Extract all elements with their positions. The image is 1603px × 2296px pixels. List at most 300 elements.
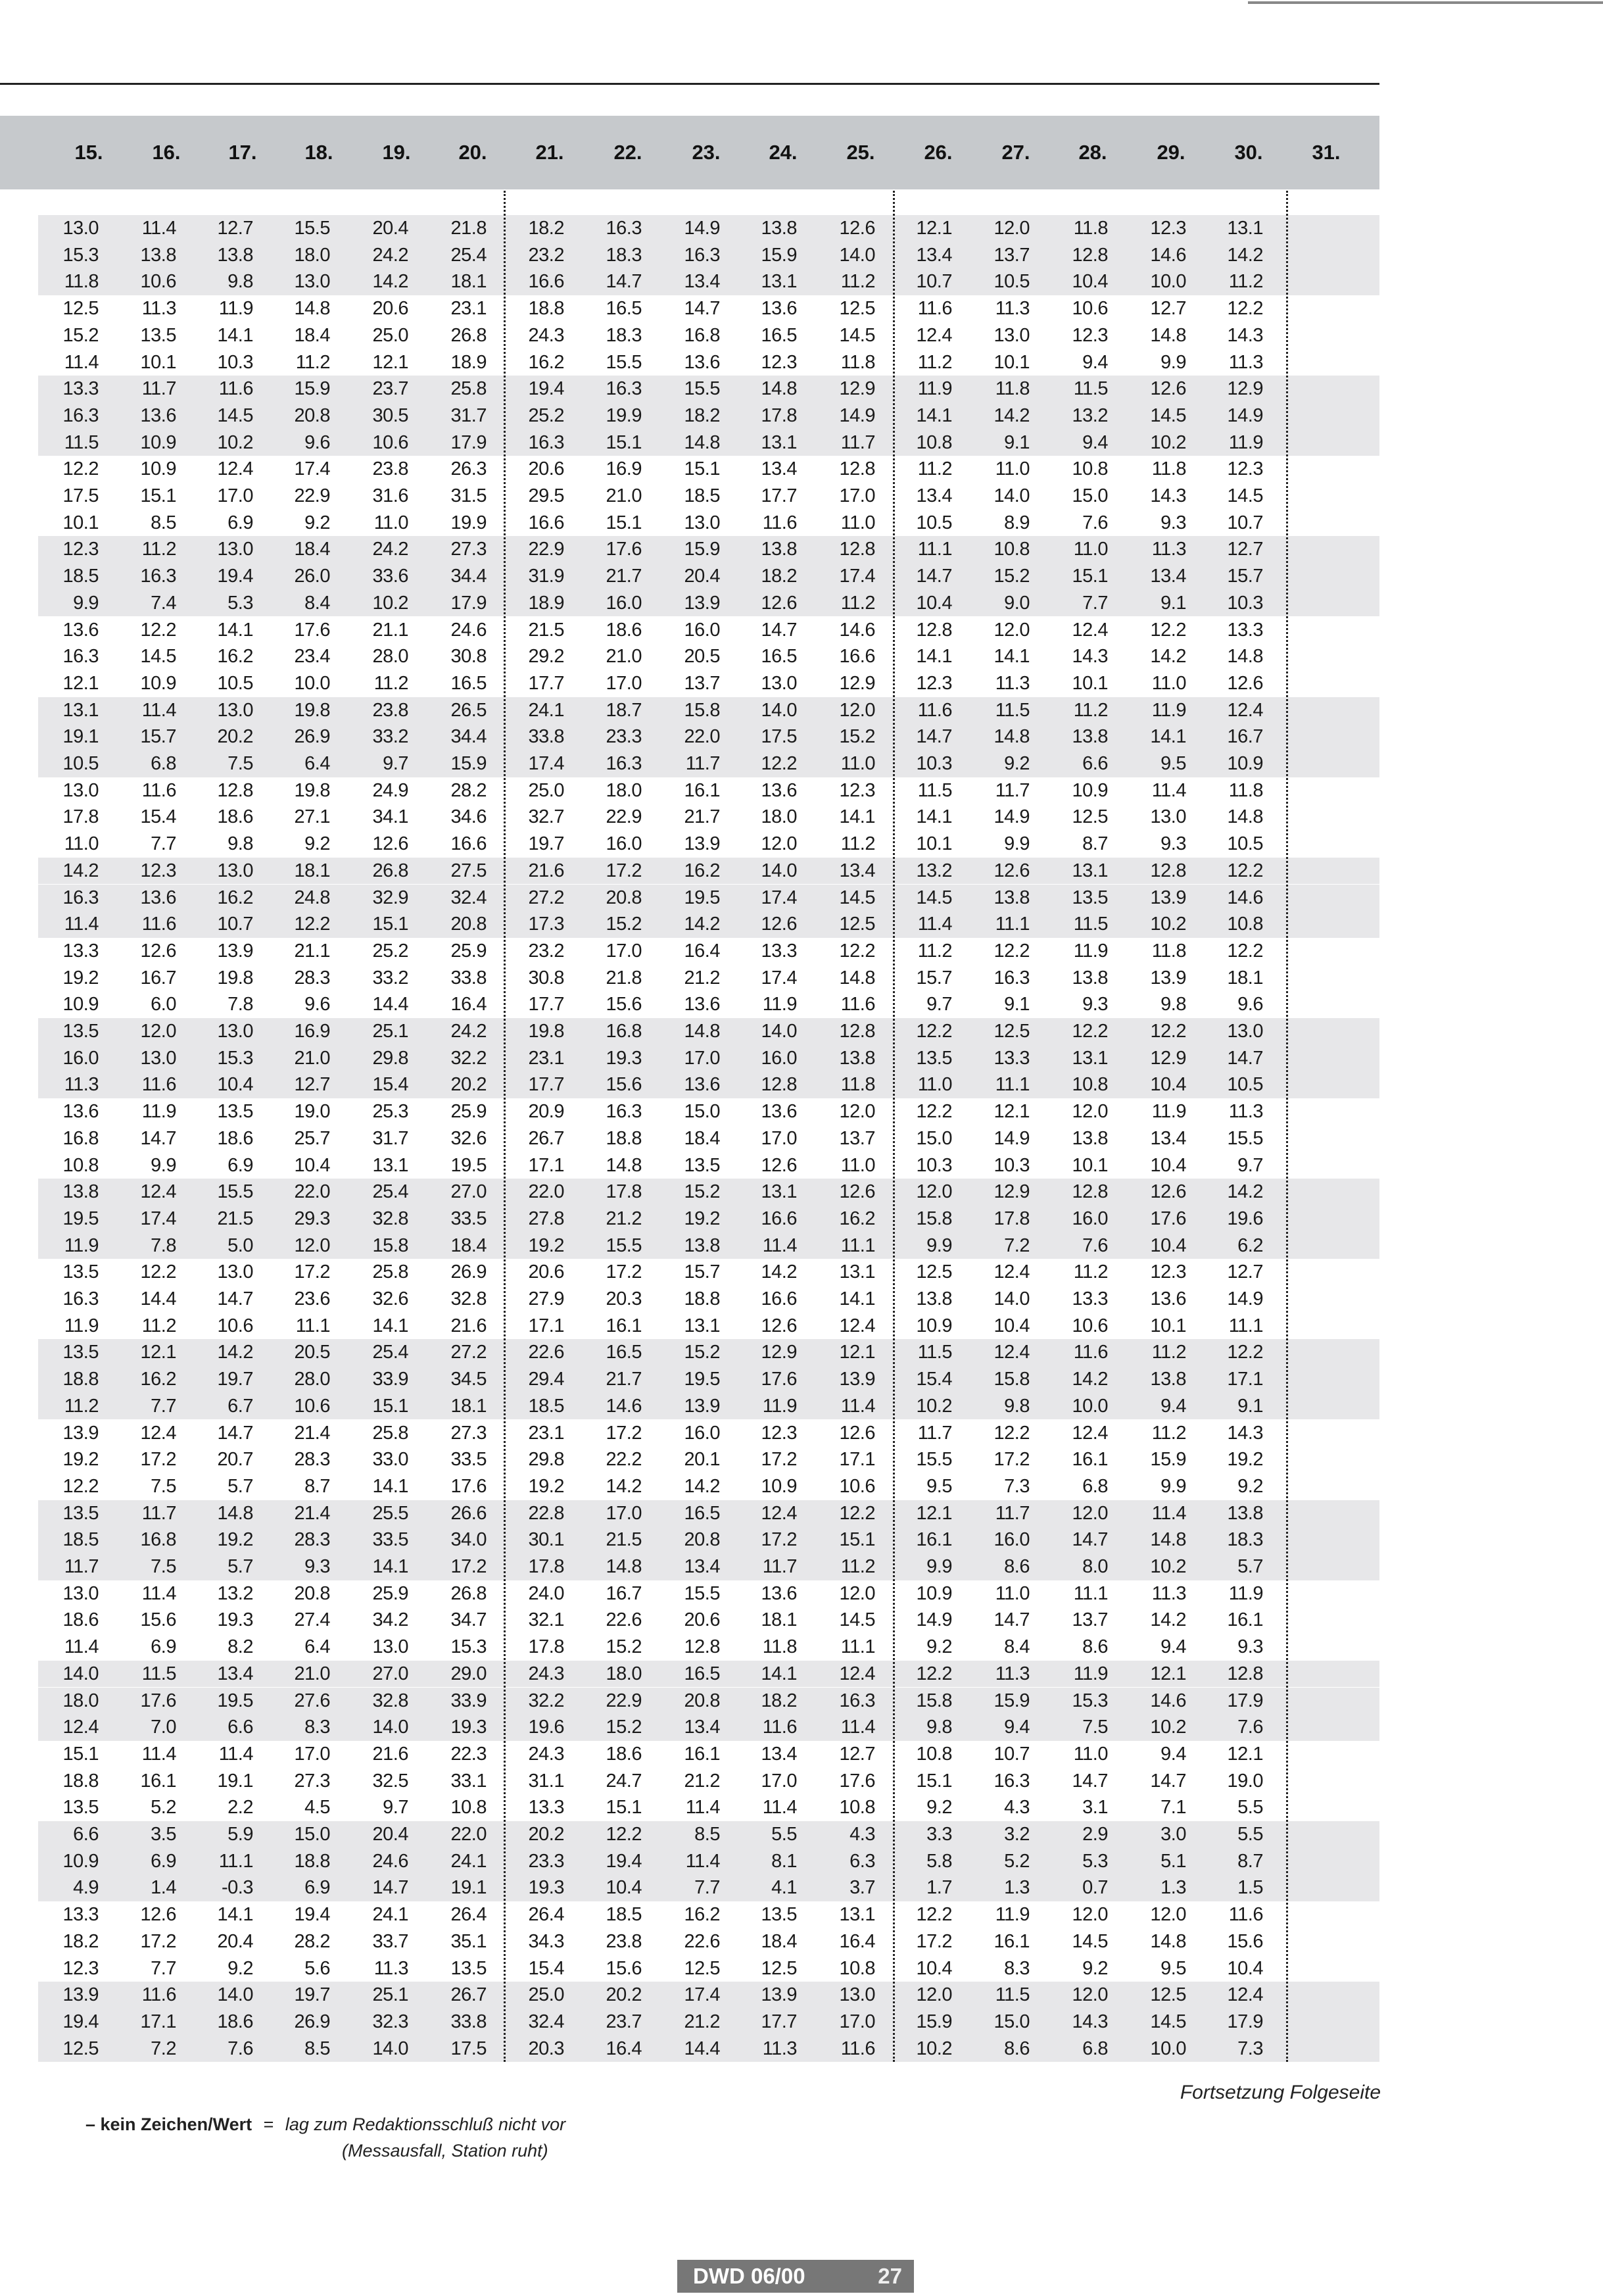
table-cell: 11.0 bbox=[917, 1074, 952, 1096]
table-cell: 11.8 bbox=[840, 351, 875, 373]
table-cell: 11.7 bbox=[840, 431, 875, 453]
table-cell: 25.7 bbox=[294, 1127, 330, 1149]
table-cell: 9.4 bbox=[1004, 1717, 1030, 1738]
table-cell: 10.7 bbox=[916, 271, 952, 293]
table-cell: 11.5 bbox=[917, 779, 952, 801]
table-cell: 12.8 bbox=[839, 458, 875, 480]
table-cell: 19.0 bbox=[294, 1101, 330, 1123]
table-cell: 14.1 bbox=[761, 1663, 797, 1684]
table-cell: 10.1 bbox=[1150, 1315, 1186, 1336]
table-cell: 15.4 bbox=[372, 1074, 408, 1096]
table-cell: 13.4 bbox=[684, 1717, 720, 1738]
table-cell: 12.0 bbox=[294, 1234, 330, 1256]
table-cell: 10.6 bbox=[839, 1475, 875, 1497]
table-cell: 14.8 bbox=[993, 726, 1030, 748]
table-cell: 13.9 bbox=[684, 833, 720, 855]
table-cell: 15.3 bbox=[450, 1636, 487, 1658]
table-cell: 21.8 bbox=[450, 218, 487, 239]
day-header-17: 17. bbox=[228, 141, 257, 164]
table-cell: 25.9 bbox=[450, 1101, 487, 1123]
table-cell: 17.0 bbox=[839, 2011, 875, 2032]
table-cell: 15.9 bbox=[993, 1690, 1030, 1711]
table-cell: 14.1 bbox=[372, 1475, 408, 1497]
table-cell: 13.4 bbox=[839, 860, 875, 881]
table-cell: 25.9 bbox=[372, 1582, 408, 1604]
table-cell: 16.6 bbox=[528, 512, 564, 533]
table-cell: 11.3 bbox=[64, 1074, 99, 1096]
table-cell: 22.9 bbox=[606, 806, 642, 828]
table-cell: 15.5 bbox=[684, 1582, 720, 1604]
table-cell: 11.7 bbox=[141, 378, 176, 400]
table-cell: 19.2 bbox=[1227, 1449, 1263, 1471]
table-cell: 10.3 bbox=[993, 1154, 1030, 1176]
table-cell: 33.0 bbox=[372, 1449, 408, 1471]
table-cell: 14.4 bbox=[140, 1288, 176, 1309]
table-cell: 11.9 bbox=[995, 1904, 1030, 1926]
table-row bbox=[38, 2036, 1379, 2063]
table-cell: 5.5 bbox=[771, 1824, 797, 1845]
table-cell: 12.2 bbox=[916, 1663, 952, 1684]
table-cell: 12.6 bbox=[993, 860, 1030, 881]
table-cell: 15.0 bbox=[993, 2011, 1030, 2032]
table-cell: 10.8 bbox=[1227, 914, 1263, 935]
table-cell: 21.0 bbox=[606, 646, 642, 668]
table-cell: 13.9 bbox=[761, 1984, 797, 2006]
table-row bbox=[38, 2009, 1379, 2036]
table-cell: 15.9 bbox=[916, 2011, 952, 2032]
table-row bbox=[38, 1848, 1379, 1875]
table-cell: 11.8 bbox=[1151, 458, 1186, 480]
table-cell: 28.0 bbox=[372, 646, 408, 668]
table-row bbox=[38, 215, 1379, 242]
table-cell: 11.2 bbox=[1228, 271, 1263, 293]
table-row bbox=[38, 429, 1379, 456]
table-cell: 10.8 bbox=[1072, 458, 1108, 480]
table-cell: 10.4 bbox=[1150, 1074, 1186, 1096]
table-cell: 18.2 bbox=[528, 218, 564, 239]
table-cell: 19.5 bbox=[217, 1690, 253, 1711]
table-cell: 16.6 bbox=[528, 271, 564, 293]
table-cell: 10.2 bbox=[1150, 1717, 1186, 1738]
table-cell: 11.8 bbox=[64, 271, 99, 293]
table-cell: 9.2 bbox=[1237, 1475, 1263, 1497]
table-cell: 10.3 bbox=[916, 1154, 952, 1176]
table-cell: 6.8 bbox=[151, 753, 176, 774]
table-cell: 9.4 bbox=[1160, 1395, 1186, 1417]
table-cell: 24.8 bbox=[294, 887, 330, 908]
table-cell: 14.8 bbox=[606, 1154, 642, 1176]
table-cell: 17.0 bbox=[761, 1127, 797, 1149]
table-cell: 11.0 bbox=[995, 1582, 1030, 1604]
table-cell: 7.2 bbox=[151, 2038, 176, 2059]
table-cell: 20.8 bbox=[294, 1582, 330, 1604]
table-cell: 18.0 bbox=[606, 1663, 642, 1684]
table-cell: 21.5 bbox=[606, 1529, 642, 1551]
table-cell: 7.6 bbox=[227, 2038, 253, 2059]
table-cell: 34.6 bbox=[450, 806, 487, 828]
table-cell: 8.5 bbox=[304, 2038, 330, 2059]
table-cell: 31.1 bbox=[528, 1770, 564, 1792]
table-cell: 14.2 bbox=[1150, 1609, 1186, 1631]
table-cell: 10.1 bbox=[1072, 1154, 1108, 1176]
table-cell: 17.7 bbox=[761, 2011, 797, 2032]
table-cell: 18.0 bbox=[294, 244, 330, 266]
table-cell: 10.4 bbox=[1150, 1234, 1186, 1256]
table-cell: 11.1 bbox=[1073, 1582, 1108, 1604]
table-cell: 9.3 bbox=[1160, 512, 1186, 533]
table-cell: 1.7 bbox=[926, 1877, 952, 1899]
table-cell: 9.6 bbox=[1237, 994, 1263, 1015]
table-cell: 11.7 bbox=[995, 779, 1030, 801]
table-cell: 11.0 bbox=[1151, 672, 1186, 694]
table-cell: 11.8 bbox=[762, 1636, 797, 1658]
table-cell: 13.9 bbox=[1150, 967, 1186, 989]
table-cell: 20.5 bbox=[684, 646, 720, 668]
table-cell: 13.6 bbox=[761, 1582, 797, 1604]
table-cell: 11.2 bbox=[1073, 1261, 1108, 1283]
table-cell: 15.4 bbox=[140, 806, 176, 828]
table-cell: 11.6 bbox=[1228, 1904, 1263, 1926]
day-header-22: 22. bbox=[613, 141, 642, 164]
table-cell: 33.7 bbox=[372, 1930, 408, 1952]
table-cell: 11.9 bbox=[1073, 1663, 1108, 1684]
table-cell: 23.8 bbox=[372, 699, 408, 721]
table-cell: 14.2 bbox=[1227, 244, 1263, 266]
table-cell: 17.4 bbox=[761, 967, 797, 989]
table-cell: 12.8 bbox=[1227, 1663, 1263, 1684]
table-cell: 10.2 bbox=[916, 2038, 952, 2059]
table-cell: 13.6 bbox=[62, 619, 99, 641]
table-cell: 14.5 bbox=[1150, 404, 1186, 426]
table-cell: 11.6 bbox=[840, 2038, 875, 2059]
table-row bbox=[38, 965, 1379, 992]
table-cell: 13.0 bbox=[62, 779, 99, 801]
table-cell: 7.2 bbox=[1004, 1234, 1030, 1256]
table-cell: 2.9 bbox=[1082, 1824, 1108, 1845]
table-cell: 15.1 bbox=[839, 1529, 875, 1551]
table-cell: 13.6 bbox=[761, 298, 797, 320]
table-cell: 8.5 bbox=[694, 1824, 720, 1845]
table-cell: 16.8 bbox=[606, 1021, 642, 1042]
table-cell: 12.8 bbox=[839, 1021, 875, 1042]
table-cell: 14.5 bbox=[916, 887, 952, 908]
table-cell: 24.9 bbox=[372, 779, 408, 801]
table-cell: 9.7 bbox=[1237, 1154, 1263, 1176]
table-cell: 17.2 bbox=[761, 1529, 797, 1551]
table-cell: 11.3 bbox=[995, 298, 1030, 320]
table-cell: 16.0 bbox=[993, 1529, 1030, 1551]
table-cell: 10.5 bbox=[916, 512, 952, 533]
table-row bbox=[38, 1313, 1379, 1340]
table-cell: 14.7 bbox=[993, 1609, 1030, 1631]
table-cell: 9.4 bbox=[1082, 351, 1108, 373]
table-cell: 14.1 bbox=[217, 324, 253, 346]
table-cell: 25.1 bbox=[372, 1021, 408, 1042]
table-cell: 19.1 bbox=[62, 726, 99, 748]
table-cell: 7.6 bbox=[1082, 512, 1108, 533]
table-cell: 33.8 bbox=[528, 726, 564, 748]
table-cell: 18.1 bbox=[761, 1609, 797, 1631]
table-cell: 9.8 bbox=[1160, 994, 1186, 1015]
table-cell: 14.7 bbox=[916, 726, 952, 748]
table-cell: 16.3 bbox=[993, 967, 1030, 989]
table-cell: 12.7 bbox=[1150, 298, 1186, 320]
table-cell: 20.8 bbox=[606, 887, 642, 908]
table-cell: 15.2 bbox=[62, 324, 99, 346]
table-cell: 9.9 bbox=[926, 1234, 952, 1256]
table-row bbox=[38, 1688, 1379, 1715]
table-cell: 11.0 bbox=[1073, 539, 1108, 560]
table-row bbox=[38, 1821, 1379, 1848]
table-cell: 14.7 bbox=[217, 1422, 253, 1444]
table-cell: 12.4 bbox=[62, 1717, 99, 1738]
table-cell: 14.0 bbox=[761, 1021, 797, 1042]
table-cell: 33.9 bbox=[372, 1369, 408, 1390]
table-cell: 14.0 bbox=[993, 1288, 1030, 1309]
table-cell: 12.2 bbox=[761, 753, 797, 774]
table-row bbox=[38, 1661, 1379, 1688]
table-cell: 34.5 bbox=[450, 1369, 487, 1390]
table-cell: 13.0 bbox=[62, 218, 99, 239]
table-cell: 17.8 bbox=[62, 806, 99, 828]
table-cell: 18.6 bbox=[217, 1127, 253, 1149]
table-cell: 18.8 bbox=[606, 1127, 642, 1149]
table-cell: 19.2 bbox=[62, 1449, 99, 1471]
table-cell: 15.0 bbox=[916, 1127, 952, 1149]
table-cell: 25.8 bbox=[372, 1422, 408, 1444]
table-cell: 10.2 bbox=[916, 1395, 952, 1417]
table-cell: 9.6 bbox=[304, 994, 330, 1015]
table-cell: 17.9 bbox=[450, 592, 487, 614]
table-cell: 11.2 bbox=[141, 539, 176, 560]
table-cell: 16.4 bbox=[684, 940, 720, 962]
table-cell: 24.2 bbox=[372, 244, 408, 266]
table-cell: 25.2 bbox=[528, 404, 564, 426]
table-cell: 11.8 bbox=[1228, 779, 1263, 801]
table-cell: 14.2 bbox=[1072, 1369, 1108, 1390]
table-cell: 10.7 bbox=[217, 914, 253, 935]
table-row bbox=[38, 938, 1379, 965]
table-cell: 32.5 bbox=[372, 1770, 408, 1792]
table-cell: 19.3 bbox=[450, 1717, 487, 1738]
table-cell: 14.0 bbox=[217, 1984, 253, 2006]
table-cell: 14.8 bbox=[1150, 1529, 1186, 1551]
table-cell: 14.2 bbox=[684, 1475, 720, 1497]
table-cell: 12.6 bbox=[839, 218, 875, 239]
table-cell: 18.1 bbox=[450, 271, 487, 293]
table-cell: 18.5 bbox=[684, 485, 720, 506]
table-cell: 31.7 bbox=[450, 404, 487, 426]
table-cell: 17.0 bbox=[606, 940, 642, 962]
table-cell: 13.6 bbox=[1150, 1288, 1186, 1309]
table-cell: 16.1 bbox=[1227, 1609, 1263, 1631]
table-cell: 12.5 bbox=[916, 1261, 952, 1283]
table-cell: 17.8 bbox=[606, 1181, 642, 1203]
table-cell: 12.2 bbox=[294, 914, 330, 935]
table-cell: 12.4 bbox=[140, 1181, 176, 1203]
table-cell: 12.2 bbox=[1150, 1021, 1186, 1042]
table-cell: 17.0 bbox=[761, 1770, 797, 1792]
table-cell: 11.9 bbox=[1073, 940, 1108, 962]
table-cell: 25.0 bbox=[528, 1984, 564, 2006]
table-cell: 12.4 bbox=[1227, 1984, 1263, 2006]
table-cell: 13.8 bbox=[1072, 967, 1108, 989]
table-cell: 14.8 bbox=[684, 431, 720, 453]
table-cell: 20.1 bbox=[684, 1449, 720, 1471]
day-header-band bbox=[0, 116, 1379, 189]
table-cell: 9.0 bbox=[1004, 592, 1030, 614]
table-cell: 14.5 bbox=[839, 887, 875, 908]
table-cell: 15.9 bbox=[294, 378, 330, 400]
table-cell: 8.4 bbox=[304, 592, 330, 614]
table-cell: 27.2 bbox=[450, 1342, 487, 1363]
day-header-23: 23. bbox=[692, 141, 721, 164]
table-cell: 12.2 bbox=[839, 1502, 875, 1524]
table-cell: 27.4 bbox=[294, 1609, 330, 1631]
table-cell: 10.8 bbox=[839, 1797, 875, 1819]
table-cell: 15.8 bbox=[372, 1234, 408, 1256]
table-cell: 12.1 bbox=[372, 351, 408, 373]
table-cell: 12.8 bbox=[1072, 1181, 1108, 1203]
table-cell: 18.5 bbox=[62, 566, 99, 587]
table-cell: 27.0 bbox=[450, 1181, 487, 1203]
table-cell: 12.0 bbox=[839, 1101, 875, 1123]
table-cell: 18.4 bbox=[761, 1930, 797, 1952]
table-cell: 16.3 bbox=[62, 404, 99, 426]
table-row bbox=[38, 1794, 1379, 1821]
table-cell: 19.8 bbox=[528, 1021, 564, 1042]
table-cell: 14.2 bbox=[1227, 1181, 1263, 1203]
table-cell: 8.7 bbox=[1082, 833, 1108, 855]
table-cell: 11.5 bbox=[995, 1984, 1030, 2006]
table-cell: 16.2 bbox=[140, 1369, 176, 1390]
table-cell: 11.4 bbox=[64, 914, 99, 935]
table-cell: 12.0 bbox=[1072, 1101, 1108, 1123]
table-cell: 10.7 bbox=[993, 1743, 1030, 1765]
table-cell: 16.4 bbox=[450, 994, 487, 1015]
table-cell: 12.3 bbox=[1072, 324, 1108, 346]
table-cell: 34.4 bbox=[450, 566, 487, 587]
table-cell: 13.5 bbox=[1072, 887, 1108, 908]
table-cell: 11.9 bbox=[1151, 1101, 1186, 1123]
table-cell: 13.8 bbox=[1227, 1502, 1263, 1524]
table-cell: 10.5 bbox=[1227, 833, 1263, 855]
table-cell: 13.9 bbox=[839, 1369, 875, 1390]
table-cell: 17.2 bbox=[140, 1449, 176, 1471]
table-cell: 11.9 bbox=[1151, 699, 1186, 721]
table-cell: 27.3 bbox=[294, 1770, 330, 1792]
table-row bbox=[38, 563, 1379, 590]
table-cell: 13.9 bbox=[684, 592, 720, 614]
table-cell: 18.3 bbox=[1227, 1529, 1263, 1551]
table-cell: 15.5 bbox=[1227, 1127, 1263, 1149]
table-cell: 19.0 bbox=[1227, 1770, 1263, 1792]
table-cell: 26.9 bbox=[450, 1261, 487, 1283]
table-cell: 10.2 bbox=[372, 592, 408, 614]
table-cell: 23.3 bbox=[606, 726, 642, 748]
table-cell: 12.0 bbox=[916, 1984, 952, 2006]
table-cell: 7.1 bbox=[1160, 1797, 1186, 1819]
table-cell: 11.4 bbox=[917, 914, 952, 935]
table-cell: 17.4 bbox=[684, 1984, 720, 2006]
table-cell: 15.1 bbox=[916, 1770, 952, 1792]
table-cell: 10.8 bbox=[450, 1797, 487, 1819]
table-cell: 11.0 bbox=[1073, 1743, 1108, 1765]
table-cell: 12.4 bbox=[839, 1315, 875, 1336]
table-cell: 19.3 bbox=[217, 1609, 253, 1631]
table-cell: 11.2 bbox=[1151, 1342, 1186, 1363]
table-cell: 28.3 bbox=[294, 1449, 330, 1471]
table-cell: 33.5 bbox=[372, 1529, 408, 1551]
table-cell: 10.6 bbox=[294, 1395, 330, 1417]
table-row bbox=[38, 1420, 1379, 1447]
table-cell: 10.5 bbox=[1227, 1074, 1263, 1096]
day-header-21: 21. bbox=[535, 141, 564, 164]
table-cell: 12.0 bbox=[1072, 1502, 1108, 1524]
table-cell: 14.1 bbox=[1150, 726, 1186, 748]
table-cell: 9.9 bbox=[1160, 1475, 1186, 1497]
table-cell: 10.3 bbox=[916, 753, 952, 774]
table-cell: 20.2 bbox=[528, 1824, 564, 1845]
table-cell: 22.6 bbox=[606, 1609, 642, 1631]
table-row bbox=[38, 697, 1379, 724]
table-cell: 13.1 bbox=[1072, 1047, 1108, 1069]
table-cell: 19.8 bbox=[294, 699, 330, 721]
table-cell: 26.0 bbox=[294, 566, 330, 587]
footer-badge bbox=[677, 2260, 914, 2293]
day-header-31: 31. bbox=[1312, 141, 1341, 164]
table-cell: 22.8 bbox=[528, 1502, 564, 1524]
table-cell: 13.1 bbox=[62, 699, 99, 721]
table-cell: 10.5 bbox=[993, 271, 1030, 293]
table-cell: 5.0 bbox=[227, 1234, 253, 1256]
table-cell: 13.1 bbox=[684, 1315, 720, 1336]
day-header-29: 29. bbox=[1157, 141, 1185, 164]
table-cell: 12.1 bbox=[140, 1342, 176, 1363]
table-cell: 25.9 bbox=[450, 940, 487, 962]
table-row bbox=[38, 1527, 1379, 1553]
table-cell: 10.8 bbox=[916, 431, 952, 453]
table-cell: 11.1 bbox=[917, 539, 952, 560]
table-cell: 7.6 bbox=[1082, 1234, 1108, 1256]
table-cell: 16.6 bbox=[839, 646, 875, 668]
table-cell: 24.3 bbox=[528, 1663, 564, 1684]
table-cell: 12.1 bbox=[916, 1502, 952, 1524]
table-cell: 20.4 bbox=[372, 1824, 408, 1845]
table-cell: 18.3 bbox=[606, 324, 642, 346]
table-cell: 11.6 bbox=[762, 1717, 797, 1738]
table-cell: 15.5 bbox=[684, 378, 720, 400]
table-cell: 12.0 bbox=[761, 833, 797, 855]
table-cell: 10.5 bbox=[62, 753, 99, 774]
table-cell: 12.7 bbox=[217, 218, 253, 239]
table-cell: 14.1 bbox=[916, 404, 952, 426]
table-cell: 11.5 bbox=[141, 1663, 176, 1684]
table-cell: 9.7 bbox=[383, 1797, 408, 1819]
table-cell: 9.9 bbox=[73, 592, 99, 614]
table-cell: 33.6 bbox=[372, 566, 408, 587]
table-cell: 11.1 bbox=[840, 1234, 875, 1256]
table-cell: 28.3 bbox=[294, 1529, 330, 1551]
table-cell: 16.8 bbox=[140, 1529, 176, 1551]
table-cell: 8.6 bbox=[1004, 2038, 1030, 2059]
table-cell: 23.8 bbox=[606, 1930, 642, 1952]
table-cell: 14.5 bbox=[217, 404, 253, 426]
table-cell: 23.6 bbox=[294, 1288, 330, 1309]
table-cell: 18.6 bbox=[606, 1743, 642, 1765]
table-cell: 11.4 bbox=[840, 1395, 875, 1417]
table-cell: 16.1 bbox=[993, 1930, 1030, 1952]
